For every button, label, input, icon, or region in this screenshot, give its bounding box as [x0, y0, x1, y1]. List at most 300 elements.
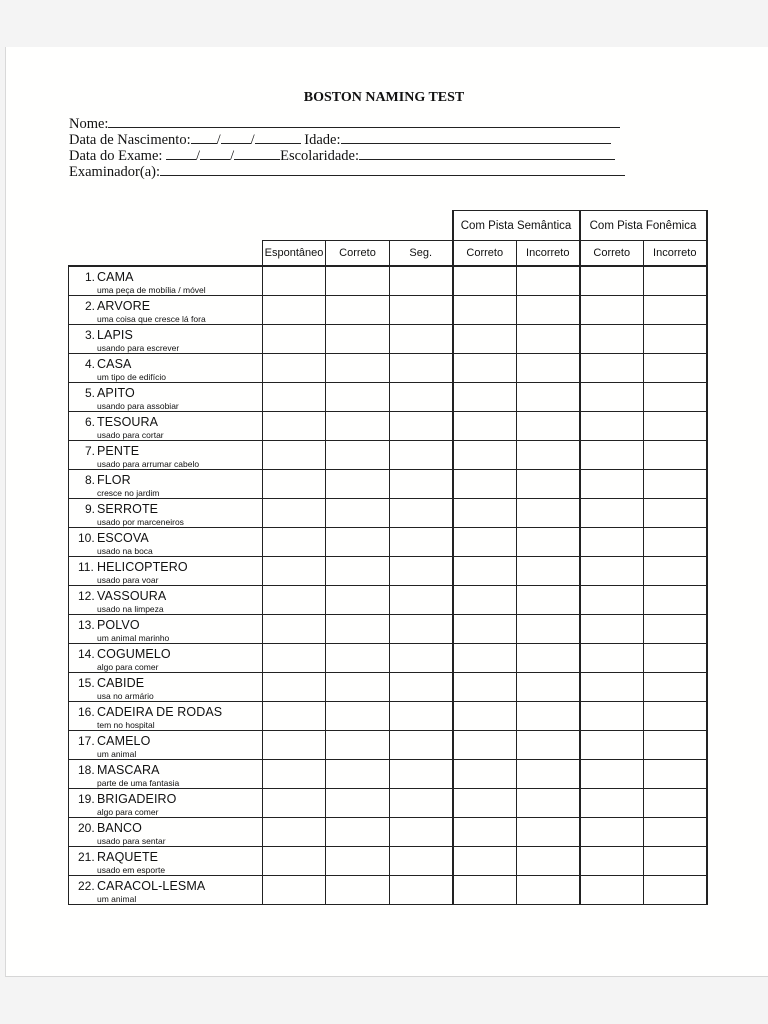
cell-semantic-correto[interactable]: [453, 528, 517, 557]
item-row: [69, 818, 707, 847]
cell-phonemic-correto[interactable]: [580, 876, 644, 905]
item-row: [69, 586, 707, 615]
item-number: 22.: [78, 879, 95, 893]
cell-semantic-incorreto[interactable]: [517, 702, 580, 731]
item-word: ESCOVA: [97, 531, 149, 545]
item-number: 4.: [85, 357, 96, 371]
cell-semantic-correto[interactable]: [453, 499, 517, 528]
item-word: CARACOL-LESMA: [97, 879, 206, 893]
exam-day-field[interactable]: [166, 147, 196, 160]
exam-month-field[interactable]: [200, 147, 230, 160]
cell-espontaneo[interactable]: [263, 876, 326, 905]
cell-phonemic-correto[interactable]: [580, 325, 644, 354]
item-cue: usado para arrumar cabelo: [97, 459, 200, 469]
items-body: [69, 266, 707, 905]
cell-phonemic-correto[interactable]: [580, 528, 644, 557]
cell-phonemic-correto[interactable]: [580, 296, 644, 325]
item-word: VASSOURA: [97, 589, 167, 603]
item-cue: cresce no jardim: [97, 488, 160, 498]
cell-seg[interactable]: [390, 296, 453, 325]
cell-seg[interactable]: [390, 586, 453, 615]
item-label-cell: [69, 383, 263, 412]
cell-phonemic-incorreto[interactable]: [644, 528, 707, 557]
item-label-cell: [69, 528, 263, 557]
cell-phonemic-incorreto[interactable]: [644, 266, 707, 296]
cell-seg[interactable]: [390, 760, 453, 789]
cell-espontaneo[interactable]: [263, 818, 326, 847]
cell-correto[interactable]: [326, 586, 390, 615]
cell-phonemic-correto[interactable]: [580, 412, 644, 441]
item-number: 3.: [85, 328, 96, 342]
item-word: HELICOPTERO: [97, 560, 188, 574]
item-row: [69, 557, 707, 586]
cell-phonemic-incorreto[interactable]: [644, 557, 707, 586]
item-word: APITO: [97, 386, 135, 400]
cell-correto[interactable]: [326, 760, 390, 789]
cell-semantic-incorreto[interactable]: [517, 383, 580, 412]
item-row: [69, 673, 707, 702]
cell-phonemic-correto[interactable]: [580, 818, 644, 847]
cell-correto[interactable]: [326, 354, 390, 383]
item-number: 6.: [85, 415, 96, 429]
cell-espontaneo[interactable]: [263, 412, 326, 441]
item-word: RAQUETE: [97, 850, 159, 864]
cell-espontaneo[interactable]: [263, 789, 326, 818]
item-cue: tem no hospital: [97, 720, 155, 730]
cell-correto[interactable]: [326, 383, 390, 412]
cell-espontaneo[interactable]: [263, 325, 326, 354]
cell-espontaneo[interactable]: [263, 644, 326, 673]
cell-phonemic-correto[interactable]: [580, 266, 644, 296]
item-cue: usado em esporte: [97, 865, 166, 875]
cell-phonemic-incorreto[interactable]: [644, 818, 707, 847]
cell-semantic-incorreto[interactable]: [517, 412, 580, 441]
cell-correto[interactable]: [326, 789, 390, 818]
nome-field[interactable]: [108, 115, 620, 128]
item-row: [69, 528, 707, 557]
cell-espontaneo[interactable]: [263, 441, 326, 470]
item-label-cell: [69, 296, 263, 325]
cell-semantic-correto[interactable]: [453, 644, 517, 673]
item-row: [69, 789, 707, 818]
item-row: [69, 847, 707, 876]
cell-semantic-correto[interactable]: [453, 383, 517, 412]
birth-month-field[interactable]: [221, 131, 251, 144]
item-cue: algo para comer: [97, 807, 159, 817]
cell-semantic-incorreto[interactable]: [517, 325, 580, 354]
cell-espontaneo[interactable]: [263, 615, 326, 644]
item-number: 21.: [78, 850, 95, 864]
cell-phonemic-incorreto[interactable]: [644, 383, 707, 412]
cell-espontaneo[interactable]: [263, 296, 326, 325]
idade-label: Idade:: [304, 132, 341, 148]
phonemic-cue-header: Com Pista Fonêmica: [580, 211, 707, 241]
cell-correto[interactable]: [326, 847, 390, 876]
cell-phonemic-incorreto[interactable]: [644, 760, 707, 789]
col-espontaneo: Espontâneo: [263, 241, 326, 267]
examinador-field[interactable]: [160, 163, 625, 176]
item-label-cell: [69, 586, 263, 615]
cell-semantic-correto[interactable]: [453, 412, 517, 441]
cell-seg[interactable]: [390, 383, 453, 412]
cell-phonemic-incorreto[interactable]: [644, 325, 707, 354]
item-row: [69, 876, 707, 905]
cell-correto[interactable]: [326, 412, 390, 441]
item-word: MASCARA: [97, 763, 160, 777]
item-number: 9.: [85, 502, 96, 516]
cell-semantic-correto[interactable]: [453, 354, 517, 383]
cell-phonemic-correto[interactable]: [580, 760, 644, 789]
col-correto: Correto: [326, 241, 390, 267]
item-row: [69, 412, 707, 441]
cell-correto[interactable]: [326, 441, 390, 470]
item-row: [69, 702, 707, 731]
cell-semantic-incorreto[interactable]: [517, 528, 580, 557]
item-word: BANCO: [97, 821, 142, 835]
cell-seg[interactable]: [390, 528, 453, 557]
cell-phonemic-correto[interactable]: [580, 644, 644, 673]
cell-semantic-correto[interactable]: [453, 876, 517, 905]
document-title: BOSTON NAMING TEST: [303, 90, 465, 105]
semantic-cue-header: Com Pista Semântica: [453, 211, 580, 241]
item-row: [69, 325, 707, 354]
cell-espontaneo[interactable]: [263, 354, 326, 383]
cell-correto[interactable]: [326, 673, 390, 702]
item-word: FLOR: [97, 473, 131, 487]
item-word: CASA: [97, 357, 132, 371]
item-label-cell: [69, 731, 263, 760]
cell-seg[interactable]: [390, 876, 453, 905]
item-cue: um animal: [97, 749, 137, 759]
nascimento-line: [69, 131, 611, 148]
item-word: TESOURA: [97, 415, 159, 429]
cell-phonemic-incorreto[interactable]: [644, 847, 707, 876]
cell-seg[interactable]: [390, 731, 453, 760]
item-number: 17.: [78, 734, 95, 748]
item-row: [69, 296, 707, 325]
cell-correto[interactable]: [326, 731, 390, 760]
item-row: [69, 354, 707, 383]
item-cue: uma peça de mobília / móvel: [97, 285, 206, 295]
cell-phonemic-incorreto[interactable]: [644, 789, 707, 818]
cell-semantic-incorreto[interactable]: [517, 296, 580, 325]
item-cue: uma coisa que cresce lá fora: [97, 314, 206, 324]
cell-seg[interactable]: [390, 499, 453, 528]
cell-phonemic-correto[interactable]: [580, 557, 644, 586]
cell-seg[interactable]: [390, 644, 453, 673]
cell-phonemic-incorreto[interactable]: [644, 296, 707, 325]
item-label-cell: [69, 354, 263, 383]
cell-correto[interactable]: [326, 528, 390, 557]
cell-semantic-correto[interactable]: [453, 441, 517, 470]
cell-correto[interactable]: [326, 296, 390, 325]
cell-seg[interactable]: [390, 325, 453, 354]
cell-phonemic-incorreto[interactable]: [644, 615, 707, 644]
cell-phonemic-correto[interactable]: [580, 383, 644, 412]
cell-espontaneo[interactable]: [263, 383, 326, 412]
item-cue: usado para sentar: [97, 836, 166, 846]
item-word: CAMELO: [97, 734, 151, 748]
cell-phonemic-incorreto[interactable]: [644, 412, 707, 441]
cell-semantic-incorreto[interactable]: [517, 586, 580, 615]
item-cue: usando para assobiar: [97, 401, 179, 411]
cell-semantic-correto[interactable]: [453, 702, 517, 731]
item-cue: um animal: [97, 894, 137, 904]
col-semantic-incorreto: Incorreto: [517, 241, 580, 267]
item-cue: um tipo de edifício: [97, 372, 166, 382]
item-row: [69, 441, 707, 470]
cell-correto[interactable]: [326, 818, 390, 847]
date-slash: /: [216, 132, 221, 148]
item-number: 10.: [78, 531, 95, 545]
cell-semantic-correto[interactable]: [453, 731, 517, 760]
cell-semantic-correto[interactable]: [453, 789, 517, 818]
cell-correto[interactable]: [326, 876, 390, 905]
cell-semantic-correto[interactable]: [453, 325, 517, 354]
item-number: 11.: [78, 560, 94, 574]
cell-semantic-incorreto[interactable]: [517, 615, 580, 644]
cell-phonemic-correto[interactable]: [580, 702, 644, 731]
nome-label: Nome:: [69, 116, 109, 132]
item-word: ARVORE: [97, 299, 151, 313]
item-cue: usado para voar: [97, 575, 159, 585]
cell-semantic-correto[interactable]: [453, 818, 517, 847]
item-number: 2.: [85, 299, 96, 313]
cell-seg[interactable]: [390, 470, 453, 499]
item-cue: parte de uma fantasia: [97, 778, 180, 788]
cell-correto[interactable]: [326, 470, 390, 499]
item-label-cell: [69, 499, 263, 528]
item-cue: usado na limpeza: [97, 604, 164, 614]
item-row: [69, 644, 707, 673]
item-row: [69, 383, 707, 412]
cell-semantic-incorreto[interactable]: [517, 644, 580, 673]
cell-seg[interactable]: [390, 615, 453, 644]
cell-phonemic-correto[interactable]: [580, 789, 644, 818]
item-cue: algo para comer: [97, 662, 159, 672]
cell-semantic-correto[interactable]: [453, 673, 517, 702]
idade-field[interactable]: [341, 131, 611, 144]
cell-semantic-incorreto[interactable]: [517, 789, 580, 818]
cell-correto[interactable]: [326, 266, 390, 296]
cell-semantic-incorreto[interactable]: [517, 876, 580, 905]
column-header-row: [69, 241, 707, 267]
examinador-line: [69, 163, 625, 180]
cell-semantic-incorreto[interactable]: [517, 673, 580, 702]
cell-correto[interactable]: [326, 615, 390, 644]
item-word: COGUMELO: [97, 647, 171, 661]
cell-espontaneo[interactable]: [263, 760, 326, 789]
escolaridade-label: Escolaridade:: [280, 148, 360, 164]
cell-seg[interactable]: [390, 266, 453, 296]
cell-phonemic-incorreto[interactable]: [644, 354, 707, 383]
cell-seg[interactable]: [390, 818, 453, 847]
col-seg: Seg.: [390, 241, 453, 267]
item-label-cell: [69, 789, 263, 818]
exame-label: Data do Exame:: [69, 148, 163, 164]
cell-semantic-correto[interactable]: [453, 847, 517, 876]
birth-day-field[interactable]: [191, 131, 217, 144]
item-label-cell: [69, 441, 263, 470]
cell-semantic-incorreto[interactable]: [517, 266, 580, 296]
col-semantic-correto: Correto: [453, 241, 517, 267]
item-cue: usado na boca: [97, 546, 153, 556]
cell-espontaneo[interactable]: [263, 731, 326, 760]
item-cue: usado por marceneiros: [97, 517, 184, 527]
item-number: 1.: [85, 270, 96, 284]
exame-line: [69, 147, 615, 164]
item-label-cell: [69, 325, 263, 354]
scoring-table-wrapper: [68, 210, 708, 905]
cell-espontaneo[interactable]: [263, 499, 326, 528]
cell-semantic-correto[interactable]: [453, 760, 517, 789]
item-number: 12.: [78, 589, 95, 603]
item-label-cell: [69, 673, 263, 702]
cell-semantic-incorreto[interactable]: [517, 731, 580, 760]
cell-espontaneo[interactable]: [263, 847, 326, 876]
cell-correto[interactable]: [326, 644, 390, 673]
cell-semantic-correto[interactable]: [453, 615, 517, 644]
item-number: 5.: [85, 386, 96, 400]
item-number: 18.: [78, 763, 95, 777]
cell-seg[interactable]: [390, 354, 453, 383]
cell-phonemic-correto[interactable]: [580, 615, 644, 644]
cell-semantic-correto[interactable]: [453, 296, 517, 325]
item-label-cell: [69, 876, 263, 905]
cell-semantic-incorreto[interactable]: [517, 354, 580, 383]
cell-espontaneo[interactable]: [263, 470, 326, 499]
cell-espontaneo[interactable]: [263, 586, 326, 615]
cell-phonemic-correto[interactable]: [580, 354, 644, 383]
cell-correto[interactable]: [326, 499, 390, 528]
cell-espontaneo[interactable]: [263, 673, 326, 702]
item-label-cell: [69, 702, 263, 731]
item-row: [69, 499, 707, 528]
cell-phonemic-correto[interactable]: [580, 673, 644, 702]
cell-semantic-correto[interactable]: [453, 470, 517, 499]
cell-seg[interactable]: [390, 441, 453, 470]
cell-correto[interactable]: [326, 702, 390, 731]
cell-phonemic-incorreto[interactable]: [644, 586, 707, 615]
cell-correto[interactable]: [326, 325, 390, 354]
item-number: 19.: [78, 792, 95, 806]
item-word: SERROTE: [97, 502, 159, 516]
cell-seg[interactable]: [390, 789, 453, 818]
item-number: 15.: [78, 676, 95, 690]
cell-seg[interactable]: [390, 412, 453, 441]
cell-correto[interactable]: [326, 557, 390, 586]
item-label-cell: [69, 818, 263, 847]
cell-semantic-correto[interactable]: [453, 557, 517, 586]
cell-phonemic-correto[interactable]: [580, 470, 644, 499]
cell-phonemic-incorreto[interactable]: [644, 644, 707, 673]
cell-phonemic-incorreto[interactable]: [644, 441, 707, 470]
cell-phonemic-incorreto[interactable]: [644, 470, 707, 499]
item-row: [69, 266, 707, 296]
item-row: [69, 731, 707, 760]
cell-phonemic-incorreto[interactable]: [644, 673, 707, 702]
item-cue: usado para cortar: [97, 430, 164, 440]
cell-phonemic-correto[interactable]: [580, 847, 644, 876]
item-word: PENTE: [97, 444, 140, 458]
item-cue: usa no armário: [97, 691, 154, 701]
item-row: [69, 760, 707, 789]
col-phonemic-incorreto: Incorreto: [644, 241, 707, 267]
cell-semantic-incorreto[interactable]: [517, 760, 580, 789]
item-word: BRIGADEIRO: [97, 792, 177, 806]
item-number: 7.: [85, 444, 96, 458]
item-number: 8.: [85, 473, 96, 487]
cell-espontaneo[interactable]: [263, 557, 326, 586]
date-slash: /: [250, 132, 255, 148]
item-label-cell: [69, 644, 263, 673]
cell-semantic-incorreto[interactable]: [517, 470, 580, 499]
item-label-cell: [69, 615, 263, 644]
cell-seg[interactable]: [390, 557, 453, 586]
item-label-cell: [69, 470, 263, 499]
examinador-label: Examinador(a):: [69, 164, 160, 180]
item-word: LAPIS: [97, 328, 133, 342]
cell-seg[interactable]: [390, 673, 453, 702]
cell-phonemic-incorreto[interactable]: [644, 702, 707, 731]
cell-semantic-correto[interactable]: [453, 586, 517, 615]
cell-seg[interactable]: [390, 702, 453, 731]
item-number: 16.: [78, 705, 95, 719]
item-label-cell: [69, 557, 263, 586]
scoring-table: [68, 210, 708, 905]
item-label-cell: [69, 760, 263, 789]
cell-espontaneo[interactable]: [263, 702, 326, 731]
cell-phonemic-incorreto[interactable]: [644, 876, 707, 905]
cell-semantic-incorreto[interactable]: [517, 557, 580, 586]
cell-espontaneo[interactable]: [263, 528, 326, 557]
item-word: CAMA: [97, 270, 134, 284]
cell-semantic-correto[interactable]: [453, 266, 517, 296]
cell-phonemic-correto[interactable]: [580, 499, 644, 528]
item-cue: usando para escrever: [97, 343, 180, 353]
escolaridade-field[interactable]: [359, 147, 615, 160]
item-label-cell: [69, 266, 263, 296]
nascimento-label: Data de Nascimento:: [69, 132, 191, 148]
item-number: 14.: [78, 647, 95, 661]
date-slash: /: [230, 148, 235, 164]
item-row: [69, 470, 707, 499]
cell-semantic-incorreto[interactable]: [517, 441, 580, 470]
cell-semantic-incorreto[interactable]: [517, 499, 580, 528]
cell-phonemic-incorreto[interactable]: [644, 499, 707, 528]
cell-phonemic-correto[interactable]: [580, 586, 644, 615]
cell-espontaneo[interactable]: [263, 266, 326, 296]
date-slash: /: [196, 148, 201, 164]
item-label-cell: [69, 847, 263, 876]
nome-line: [69, 115, 620, 132]
item-word: CABIDE: [97, 676, 145, 690]
cell-phonemic-correto[interactable]: [580, 731, 644, 760]
cell-seg[interactable]: [390, 847, 453, 876]
group-header-row: [69, 211, 707, 241]
item-number: 20.: [78, 821, 95, 835]
cell-semantic-incorreto[interactable]: [517, 847, 580, 876]
item-row: [69, 615, 707, 644]
cell-semantic-incorreto[interactable]: [517, 818, 580, 847]
exam-year-field[interactable]: [234, 147, 280, 160]
birth-year-field[interactable]: [255, 131, 301, 144]
col-phonemic-correto: Correto: [580, 241, 644, 267]
item-word: POLVO: [97, 618, 140, 632]
cell-phonemic-correto[interactable]: [580, 441, 644, 470]
cell-phonemic-incorreto[interactable]: [644, 731, 707, 760]
item-label-cell: [69, 412, 263, 441]
